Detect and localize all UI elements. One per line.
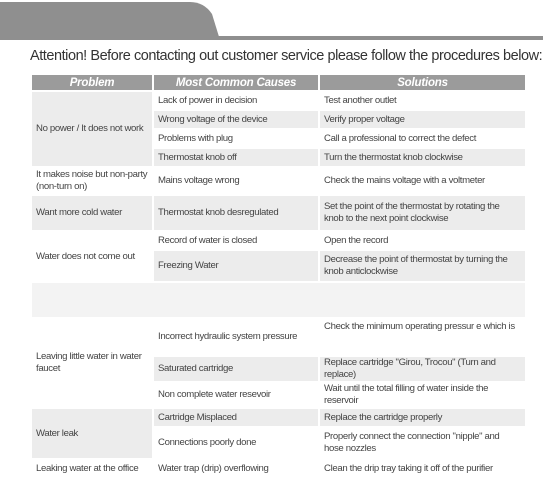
solution-cell: Replace the cartridge properly bbox=[320, 409, 525, 426]
problem-cell: Want more cold water bbox=[32, 196, 152, 230]
cause-cell: Wrong voltage of the device bbox=[154, 111, 318, 128]
solution-cell: Turn the thermostat knob clockwise bbox=[320, 149, 525, 166]
solution-cell: Replace cartridge "Girou, Trocou" (Turn and replace) bbox=[320, 357, 525, 381]
cause-cell: Thermostat knob off bbox=[154, 149, 318, 166]
cause-cell: Cartridge Misplaced bbox=[154, 409, 318, 426]
solution-cell: Properly connect the connection "nipple" and hose nozzles bbox=[320, 428, 525, 458]
table-row bbox=[32, 168, 525, 194]
problem-cell: Leaving little water in water faucet bbox=[32, 319, 152, 407]
table-row bbox=[32, 460, 525, 477]
solution-cell: Decrease the point of thermostat by turning the knob anticlockwise bbox=[320, 251, 525, 281]
table-header-row bbox=[32, 75, 525, 90]
cause-cell: Record of water is closed bbox=[154, 232, 318, 249]
cause-cell: Thermostat knob desregulated bbox=[154, 196, 318, 230]
cause-cell: Water trap (drip) overflowing bbox=[154, 460, 318, 477]
cause-cell: Mains voltage wrong bbox=[154, 168, 318, 194]
cause-cell: Incorrect hydraulic system pressure bbox=[154, 319, 318, 355]
cause-cell: Lack of power in decision bbox=[154, 92, 318, 109]
problem-cell: Water leak bbox=[32, 409, 152, 458]
header-causes: Most Common Causes bbox=[154, 75, 318, 90]
solution-cell: Set the point of the thermostat by rotating the knob to the next point clockwise bbox=[320, 196, 525, 230]
solution-cell: Check the mains voltage with a voltmeter bbox=[320, 168, 525, 194]
cause-cell: Freezing Water bbox=[154, 251, 318, 281]
solution-cell: Verify proper voltage bbox=[320, 111, 525, 128]
problem-cell: Water does not come out bbox=[32, 232, 152, 281]
solution-cell: Open the record bbox=[320, 232, 525, 249]
problem-cell: Leaking water at the office bbox=[32, 460, 152, 477]
problem-cell: No power / It does not work bbox=[32, 92, 152, 166]
solution-cell: Test another outlet bbox=[320, 92, 525, 109]
troubleshooting-table bbox=[30, 73, 527, 479]
header-solutions: Solutions bbox=[320, 75, 525, 90]
table-row bbox=[32, 196, 525, 230]
cause-cell: Connections poorly done bbox=[154, 428, 318, 458]
cause-cell: Problems with plug bbox=[154, 130, 318, 147]
table-row bbox=[32, 319, 525, 355]
empty-row bbox=[32, 283, 525, 317]
solution-cell: Call a professional to correct the defect bbox=[320, 130, 525, 147]
empty-cell bbox=[32, 283, 525, 317]
solution-cell: Clean the drip tray taking it off of the purifier bbox=[320, 460, 525, 477]
solution-cell: Wait until the total filling of water inside the reservoir bbox=[320, 383, 525, 407]
intro-text: Attention! Before contacting out customer service please follow the procedures below: bbox=[30, 48, 543, 64]
table-row bbox=[32, 232, 525, 249]
header-tab-graphic bbox=[0, 0, 543, 40]
cause-cell: Non complete water resevoir bbox=[154, 383, 318, 407]
problem-cell: It makes noise but non-party (non-turn on) bbox=[32, 168, 152, 194]
cause-cell: Saturated cartridge bbox=[154, 357, 318, 381]
table-row bbox=[32, 92, 525, 109]
table-row bbox=[32, 409, 525, 426]
header-problem: Problem bbox=[32, 75, 152, 90]
solution-cell: Check the minimum operating pressur e which is bbox=[320, 319, 525, 355]
